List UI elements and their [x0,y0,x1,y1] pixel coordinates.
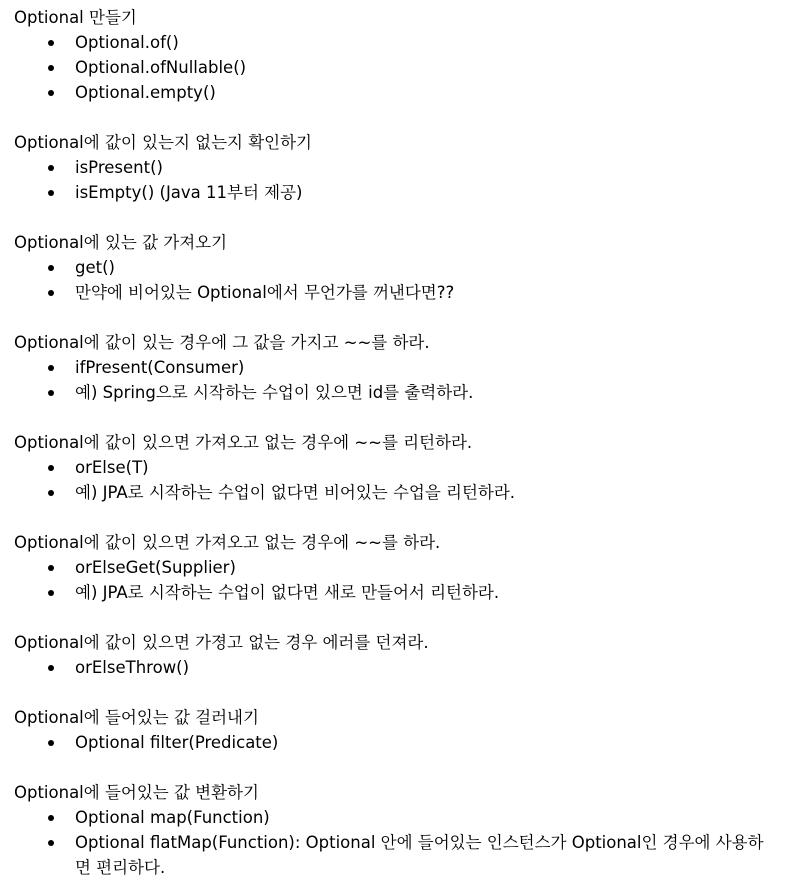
section-heading: Optional에 값이 있으면 가졍고 없는 경우 에러를 던져라. [14,633,429,652]
list-item-text: orElse(T) [75,458,149,477]
section-heading: Optional에 들어있는 값 변환하기 [14,783,259,802]
bullet-icon [48,290,54,296]
bullet-icon [48,565,54,571]
list-item [14,655,797,680]
list-item-text: ifPresent(Consumer) [75,358,245,377]
bullet-icon [48,465,54,471]
section [14,130,797,205]
bullet-icon [48,740,54,746]
bullet-list [14,30,797,105]
list-item-text: Optional.ofNullable() [75,58,247,77]
bullet-list [14,455,797,505]
bullet-icon [48,815,54,821]
list-item [14,80,797,105]
list-item [14,155,797,180]
list-item [14,555,797,580]
bullet-icon [48,490,54,496]
section-heading: Optional에 값이 있으면 가져오고 없는 경우에 ~~를 하라. [14,533,441,552]
list-item [14,830,797,880]
section-heading: Optional에 값이 있는 경우에 그 값을 가지고 ~~를 하라. [14,333,430,352]
section [14,530,797,605]
section-heading: Optional에 들어있는 값 걸러내기 [14,708,259,727]
list-item-text: isEmpty() (Java 11부터 제공) [75,183,303,202]
bullet-list [14,730,797,755]
section [14,705,797,755]
section [14,630,797,680]
section [14,5,797,105]
list-item [14,355,797,380]
list-item-text: Optional map(Function) [75,808,270,827]
list-item-text: orElseThrow() [75,658,190,677]
list-item [14,280,797,305]
bullet-icon [48,90,54,96]
bullet-icon [48,40,54,46]
section-heading: Optional에 값이 있는지 없는지 확인하기 [14,133,312,152]
bullet-list [14,655,797,680]
section [14,330,797,405]
bullet-icon [48,365,54,371]
list-item [14,255,797,280]
bullet-icon [48,190,54,196]
bullet-icon [48,165,54,171]
list-item [14,580,797,605]
bullet-icon [48,390,54,396]
bullet-list [14,355,797,405]
bullet-list [14,255,797,305]
bullet-icon [48,590,54,596]
list-item [14,30,797,55]
list-item [14,180,797,205]
list-item [14,55,797,80]
list-item [14,455,797,480]
section-heading: Optional 만들기 [14,8,137,27]
list-item-text: isPresent() [75,158,163,177]
list-item-text: 예) JPA로 시작하는 수업이 없다면 새로 만들어서 리턴하라. [75,583,500,602]
section [14,230,797,305]
section [14,780,797,880]
section-heading: Optional에 값이 있으면 가져오고 없는 경우에 ~~를 리턴하라. [14,433,473,452]
section [14,430,797,505]
list-item-text: Optional.of() [75,33,179,52]
bullet-icon [48,265,54,271]
list-item-text: Optional flatMap(Function): Optional 안에 들어있는 인스턴스가 Optional인 경우에 사용하면 편리하다. [75,833,764,877]
list-item [14,380,797,405]
bullet-list [14,555,797,605]
list-item-text: 만약에 비어있는 Optional에서 무언가를 꺼낸다면?? [75,283,455,302]
list-item-text: 예) Spring으로 시작하는 수업이 있으면 id를 출력하라. [75,383,474,402]
list-item-text: Optional.empty() [75,83,216,102]
list-item [14,805,797,830]
list-item [14,730,797,755]
bullet-icon [48,65,54,71]
list-item-text: 예) JPA로 시작하는 수업이 없다면 비어있는 수업을 리턴하라. [75,483,516,502]
bullet-list [14,805,797,880]
section-heading: Optional에 있는 값 가져오기 [14,233,228,252]
list-item-text: orElseGet(Supplier) [75,558,236,577]
bullet-list [14,155,797,205]
list-item [14,480,797,505]
bullet-icon [48,840,54,846]
list-item-text: get() [75,258,115,277]
list-item-text: Optional filter(Predicate) [75,733,279,752]
bullet-icon [48,665,54,671]
